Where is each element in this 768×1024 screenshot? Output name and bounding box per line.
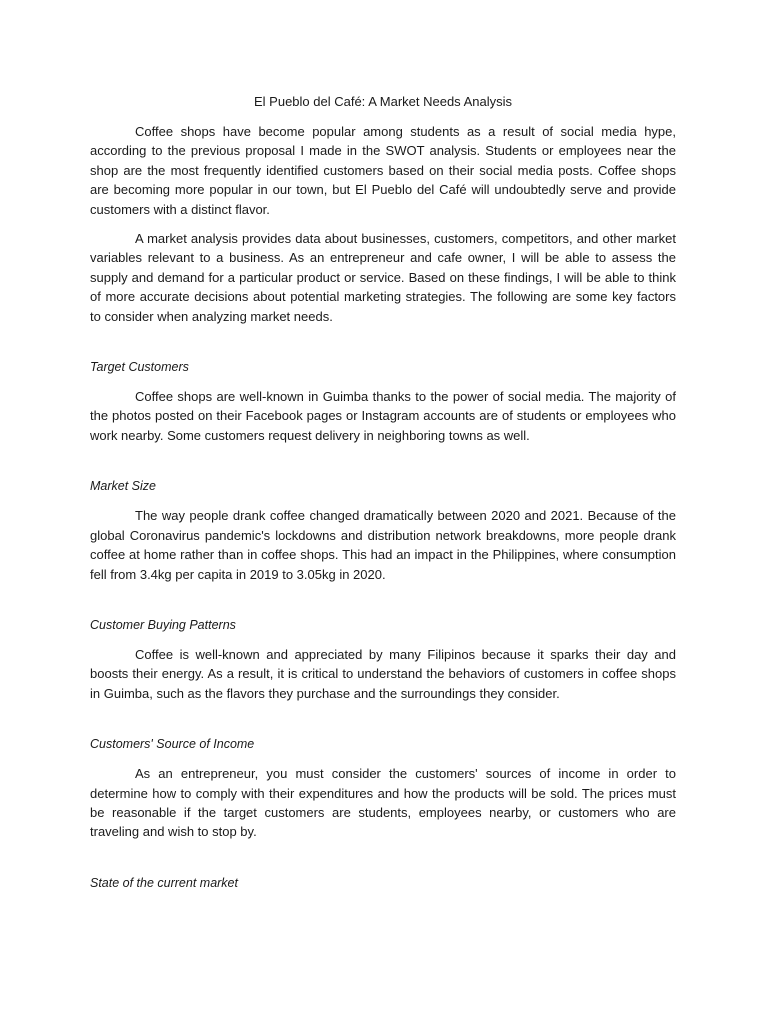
section-paragraph-market-size: The way people drank coffee changed dramatically between 2020 and 2021. Because of the global Coronavirus pandemic's lockdowns and distribution network breakdowns, more people drank coffee at home rather than in coffee shops. This had an impact in the Philippines, where consumption fell from 3.4kg per capita in 2019 to 3.05kg in 2020. <box>90 508 676 582</box>
section-paragraph-customer-buying-patterns: Coffee is well-known and appreciated by many Filipinos because it sparks their day and boosts their energy. As a result, it is critical to understand the behaviors of customers in coffee shops in Guimba, such as the flavors they purchase and the surroundings they consider. <box>90 646 676 701</box>
section-paragraph-target-customers: Coffee shops are well-known in Guimba thanks to the power of social media. The majority of the photos posted on their Facebook pages or Instagram accounts are of students or employees who work nearby. Some customers request delivery in neighboring towns as well. <box>90 389 676 443</box>
document-title: El Pueblo del Café: A Market Needs Analysis <box>254 94 512 109</box>
section-heading-target-customers: Target Customers <box>90 360 189 375</box>
section-heading-state-of-current-market: State of the current market <box>90 875 238 890</box>
intro-paragraph: A market analysis provides data about businesses, customers, competitors, and other market variables relevant to a business. As an entrepreneur and cafe owner, I will be able to assess the supply and demand for a particular product or service. Based on these findings, I will be able to think of more accurate decisions about potential marketing strategies. The following are some key factors to consider when analyzing market needs. <box>90 231 676 324</box>
intro-paragraph: Coffee shops have become popular among students as a result of social media hype, according to the previous proposal I made in the SWOT analysis. Students or employees near the shop are the most frequently identified customers based on their social media posts. Coffee shops are becoming more popular in our town, but El Pueblo del Café will undoubtedly serve and provide customers with a distinct flavor. <box>90 124 676 217</box>
document-body <box>90 92 676 903</box>
section-heading-customer-buying-patterns: Customer Buying Patterns <box>90 617 236 632</box>
section-paragraph-customers-source-of-income: As an entrepreneur, you must consider the customers' sources of income in order to determine how to comply with their expenditures and how the products will be sold. The prices must be reasonable if the target customers are students, employees nearby, or customers who are traveling and wish to stop by. <box>90 766 676 840</box>
section-heading-market-size: Market Size <box>90 479 156 494</box>
section-heading-customers-source-of-income: Customers' Source of Income <box>90 737 255 752</box>
